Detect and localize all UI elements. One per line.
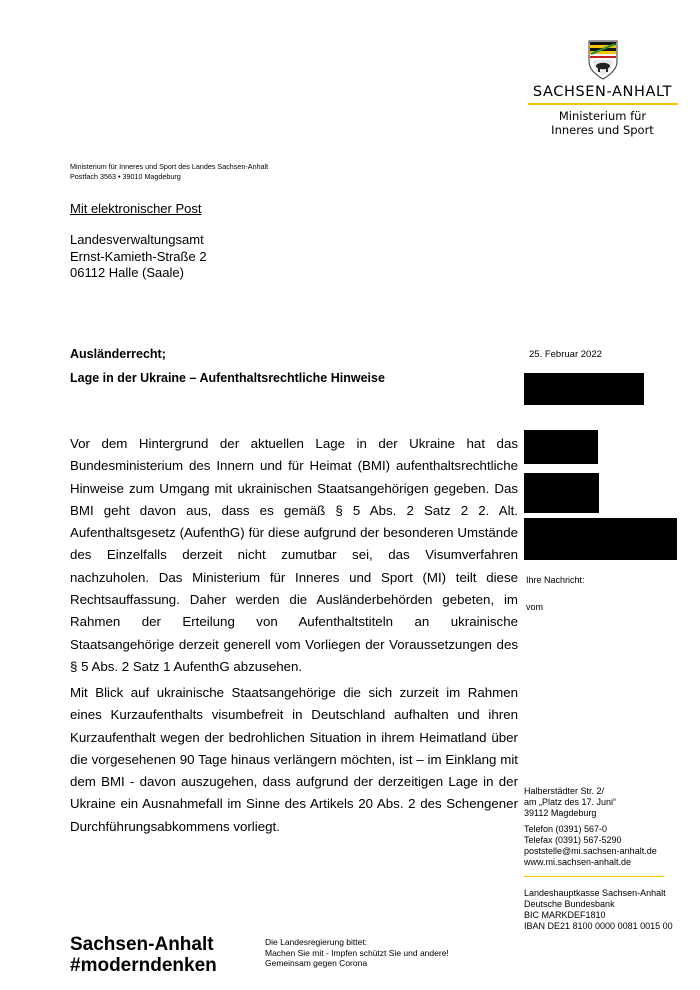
footer-brand-line2: #moderndenken [70,955,217,976]
side-divider [524,876,664,877]
recipient-address [70,232,207,282]
delivery-method-label: Mit elektronischer Post [70,201,202,216]
delivery-method [70,201,202,218]
contact-info [524,824,657,868]
your-message-label: Ihre Nachricht: [526,575,585,585]
body-paragraph: Vor dem Hintergrund der aktuellen Lage in der Ukraine hat das Bundesministerium des Innern und für Heimat (BMI) aufenthaltsrechtliche Hinweise zum Umgang mit ukrainischen Staatsangehörigen gegeben. Das BMI geht davon aus, dass es gemäß § 5 Abs. 2 Satz 2 2. Alt. Aufenthaltsgesetz (AufenthG) für diese aufgrund der besonderen Umstände des Einzelfalls derzeit nicht zumutbar sei, das Visumverfahren nachzuholen. Das Ministerium für Inneres und Sport (MI) teilt diese Rechtsauffassung. Daher werden die Ausländerbehörden gebeten, im Rahmen der Erteilung von Aufenthaltstiteln an ukrainische Staatsangehörige derzeit generell vom Vorliegen der Voraussetzungen des § 5 Abs. 2 Satz 1 AufenthG abzusehen. [70,436,518,674]
email-address: poststelle@mi.sachsen-anhalt.de [524,846,657,856]
bank-details [524,888,700,932]
logo-divider [528,103,678,105]
body-paragraph: Mit Blick auf ukrainische Staatsangehörige die sich zurzeit im Rahmen eines Kurzaufenthalts visumbefreit in Deutschland aufhalten und ihren Kurzaufenthalt wegen der bedrohlichen Situation in ihrem Heimatland über die vorgesehenen 90 Tage hinaus verlängern möchten, ist – im Einklang mit dem BMI - davon auszugehen, dass aufgrund der derzeitigen Lage in der Ukraine ein Ausnahmefall im Sinne des Artikels 20 Abs. 2 des Schengener Durchführungsabkommens vorliegt. [70,685,518,834]
coat-of-arms-icon [588,40,618,80]
office-address-line1: Halberstädter Str. 2/ [524,786,605,796]
return-address [70,162,268,181]
footer-note-line2: Machen Sie mit - Impfen schützt Sie und andere! [265,947,449,958]
recipient-street: Ernst-Kamieth-Straße 2 [70,248,207,264]
subject-line1: Ausländerrecht; [70,347,166,361]
office-address [524,786,616,819]
redaction-block [524,473,599,513]
footer-note [265,937,449,969]
bank-iban: IBAN DE21 8100 0000 0081 0015 00 [524,921,673,931]
recipient-name: Landesverwaltungsamt [70,232,204,247]
redaction-block [524,518,677,560]
website: www.mi.sachsen-anhalt.de [524,857,632,867]
ministry-logo [520,40,685,137]
redaction-block [524,373,644,405]
footer-note-line3: Gemeinsam gegen Corona [265,958,368,968]
logo-state-name: SACHSEN-ANHALT [532,84,673,100]
logo-ministry-line2: Inneres und Sport [551,123,654,137]
return-address-line1: Ministerium für Inneres und Sport des Landes Sachsen-Anhalt [70,162,269,171]
office-address-line2: am „Platz des 17. Juni“ [524,797,617,807]
footer-brand [70,934,217,976]
subject-line2: Lage in der Ukraine – Aufenthaltsrechtliche Hinweise [70,371,385,385]
bank-name: Landeshauptkasse Sachsen-Anhalt [524,888,666,898]
bank-bic: BIC MARKDEF1810 [524,910,606,920]
phone-number: Telefon (0391) 567-0 [524,824,608,834]
from-label: vom [526,602,544,612]
return-address-line2: Postfach 3563 • 39010 Magdeburg [70,171,181,181]
bank-institute: Deutsche Bundesbank [524,899,615,909]
footer-note-line1: Die Landesregierung bittet: [265,937,368,947]
letter-date: 25. Februar 2022 [529,349,602,360]
logo-ministry-line1: Ministerium für [558,109,647,123]
office-address-line3: 39112 Magdeburg [524,808,597,818]
footer-brand-line1: Sachsen-Anhalt [70,934,214,955]
redaction-block [524,430,598,464]
recipient-city: 06112 Halle (Saale) [70,265,184,280]
fax-number: Telefax (0391) 567-5290 [524,835,622,845]
